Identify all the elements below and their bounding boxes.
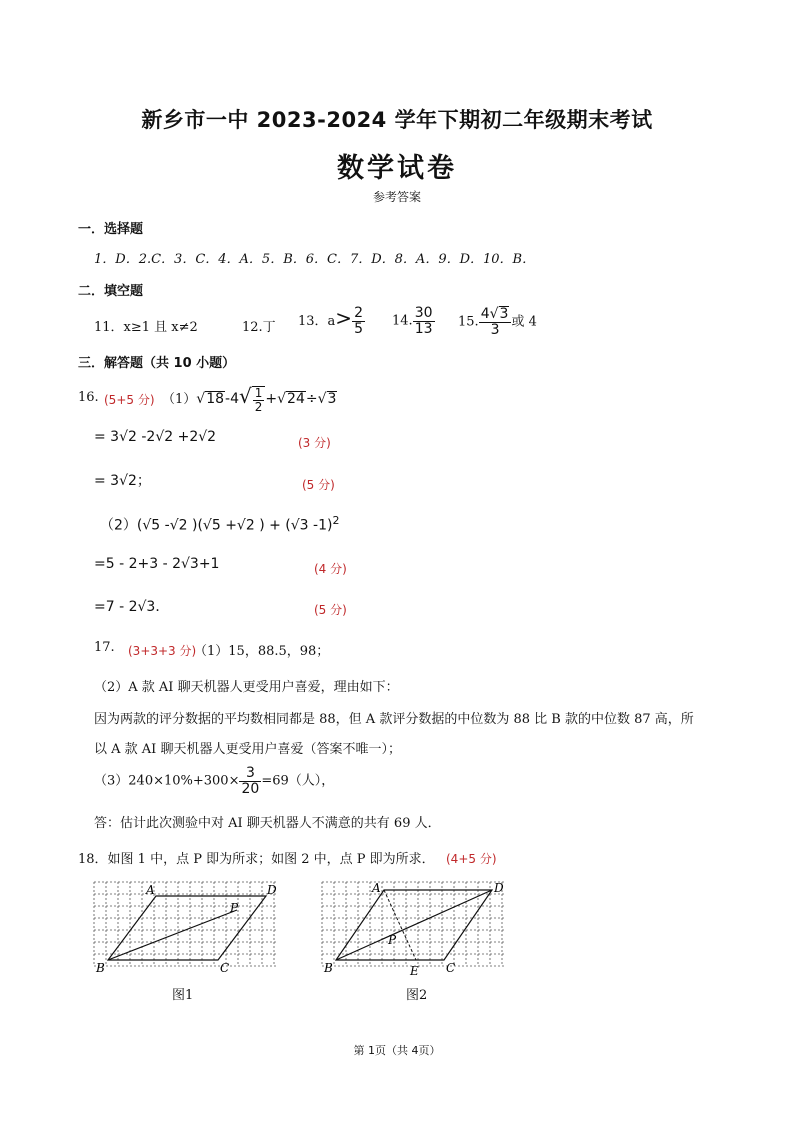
fraction-denominator: 5 [354,321,363,337]
q16-step1: = 3√2 -2√2 +2√2 [94,429,217,445]
sqrt-icon: √ [239,384,252,408]
label-b: B [96,961,105,975]
q17-number: 17. [94,640,115,655]
fraction-denominator: 2 [254,399,263,414]
radicand: 3 [327,391,337,407]
radicand: 3 [499,306,509,322]
q16-part2-expression [100,514,339,535]
section-heading-solutions: 三．解答题（共 10 小题） [78,356,236,371]
label-a: A [146,883,155,897]
label-b: B [324,961,333,975]
q18-text: 18．如图 1 中，点 P 即为所求；如图 2 中，点 P 即为所求． [78,852,435,867]
label-e: E [410,964,419,976]
answer-15-fraction [479,306,512,338]
answer-13-fraction [352,306,365,336]
label-c: C [446,961,456,975]
answer-13 [298,306,365,337]
fraction-numerator: 30 [414,305,433,321]
q17-part1: （1）15，88.5，98； [194,644,330,659]
q16-step2: = 3√2； [94,473,151,489]
label-d: D [267,883,277,897]
operator: -4 [225,391,239,407]
q16-score: (5+5 分) [104,393,155,407]
numerator-coefficient: 4 [480,306,490,322]
operator: ÷ [305,391,318,407]
answer-key-subtitle: 参考答案 [372,190,421,204]
exponent: 2 [332,514,340,527]
q17-part3-fraction [239,766,261,796]
segment-ae [384,890,416,960]
q16-step2-score: (5 分) [302,478,335,492]
exam-title: 新乡市一中 2023-2024 学年下期初二年级期末考试 [141,108,653,132]
figure-2-caption: 图2 [406,988,428,1003]
answer-14-fraction [413,306,435,336]
sqrt-icon: √ [277,391,287,407]
answer-13-prefix: 13．a [298,314,336,329]
page-footer: 第 1页（共 4页） [353,1044,441,1057]
fraction-denominator: 13 [414,320,433,337]
answer-15-prefix: 15. [458,314,479,330]
section-heading-fill: 二．填空题 [78,284,144,299]
radicand-fraction [252,386,266,413]
q17-reason-line1: 因为两款的评分数据的平均数相同都是 88，但 A 款评分数据的中位数为 88 比 B 款的中位数 87 高，所 [94,712,694,727]
q17-part3 [94,766,334,796]
fraction-denominator: 3 [490,322,500,339]
answer-14-prefix: 14. [392,313,413,329]
q16-part1-label: （1） [162,392,197,407]
operator: + [265,391,278,407]
label-p: P [388,933,397,947]
q16-step3: =5 - 2+3 - 2√3+1 [94,556,220,572]
radicand: 18 [206,391,225,407]
label-d: D [494,881,504,895]
q17-reason-line2: 以 A 款 AI 聊天机器人更受用户喜爱（答案不唯一）； [94,742,401,757]
figure-2-grid [320,876,514,976]
answer-14 [392,306,435,336]
label-a: A [372,881,381,895]
answer-15-suffix: 或 4 [511,314,537,330]
fraction-denominator: 20 [241,780,260,797]
grid-lines [94,882,278,966]
q16-step4: =7 - 2√3． [94,599,170,615]
answer-15 [458,306,537,338]
q17-score: (3+3+3 分) [128,644,197,658]
q18-score: (4+5 分) [446,852,497,866]
q16-number: 16. [78,390,99,405]
q16-part1-expression [162,384,337,413]
fraction-numerator: 2 [354,305,363,322]
choice-answers: 1．D．2.C．3．C．4．A．5．B．6．C．7．D．8．A．9．D．10．B． [94,252,536,267]
q17-answer: 答：估计此次测验中对 AI 聊天机器人不满意的共有 69 人． [94,816,441,831]
q17-part3-suffix: =69（人）， [261,773,335,789]
figure-1-grid [92,876,286,976]
fraction-numerator [479,306,512,323]
fraction-numerator: 1 [254,385,263,400]
sqrt-icon: √ [317,391,327,407]
radicand: 24 [287,391,305,407]
label-c: C [220,961,230,975]
section-heading-choice: 一．选择题 [78,222,144,237]
fraction-numerator: 3 [239,766,261,782]
q16-part2-body: (√5 -√2 )(√5 +√2 ) + (√3 -1) [136,517,333,534]
answer-13-relation: > [335,306,353,330]
q16-step3-score: (4 分) [314,562,347,576]
q17-part3-prefix: （3）240×10%+300× [94,773,240,789]
q16-step1-score: (3 分) [298,436,331,450]
figure-1-caption: 图1 [172,988,194,1003]
answer-11: 11．x≥1 且 x≠2 [94,320,198,335]
q17-part2: （2）A 款 AI 聊天机器人更受用户喜爱，理由如下： [94,680,399,695]
sqrt-icon: √ [196,391,206,407]
q16-part2-label: （2） [100,517,137,534]
sqrt-icon: √ [489,306,499,322]
subject-title: 数学试卷 [337,153,457,184]
answer-12: 12.丁 [242,320,276,335]
label-p: P [230,901,239,915]
q16-step4-score: (5 分) [314,603,347,617]
